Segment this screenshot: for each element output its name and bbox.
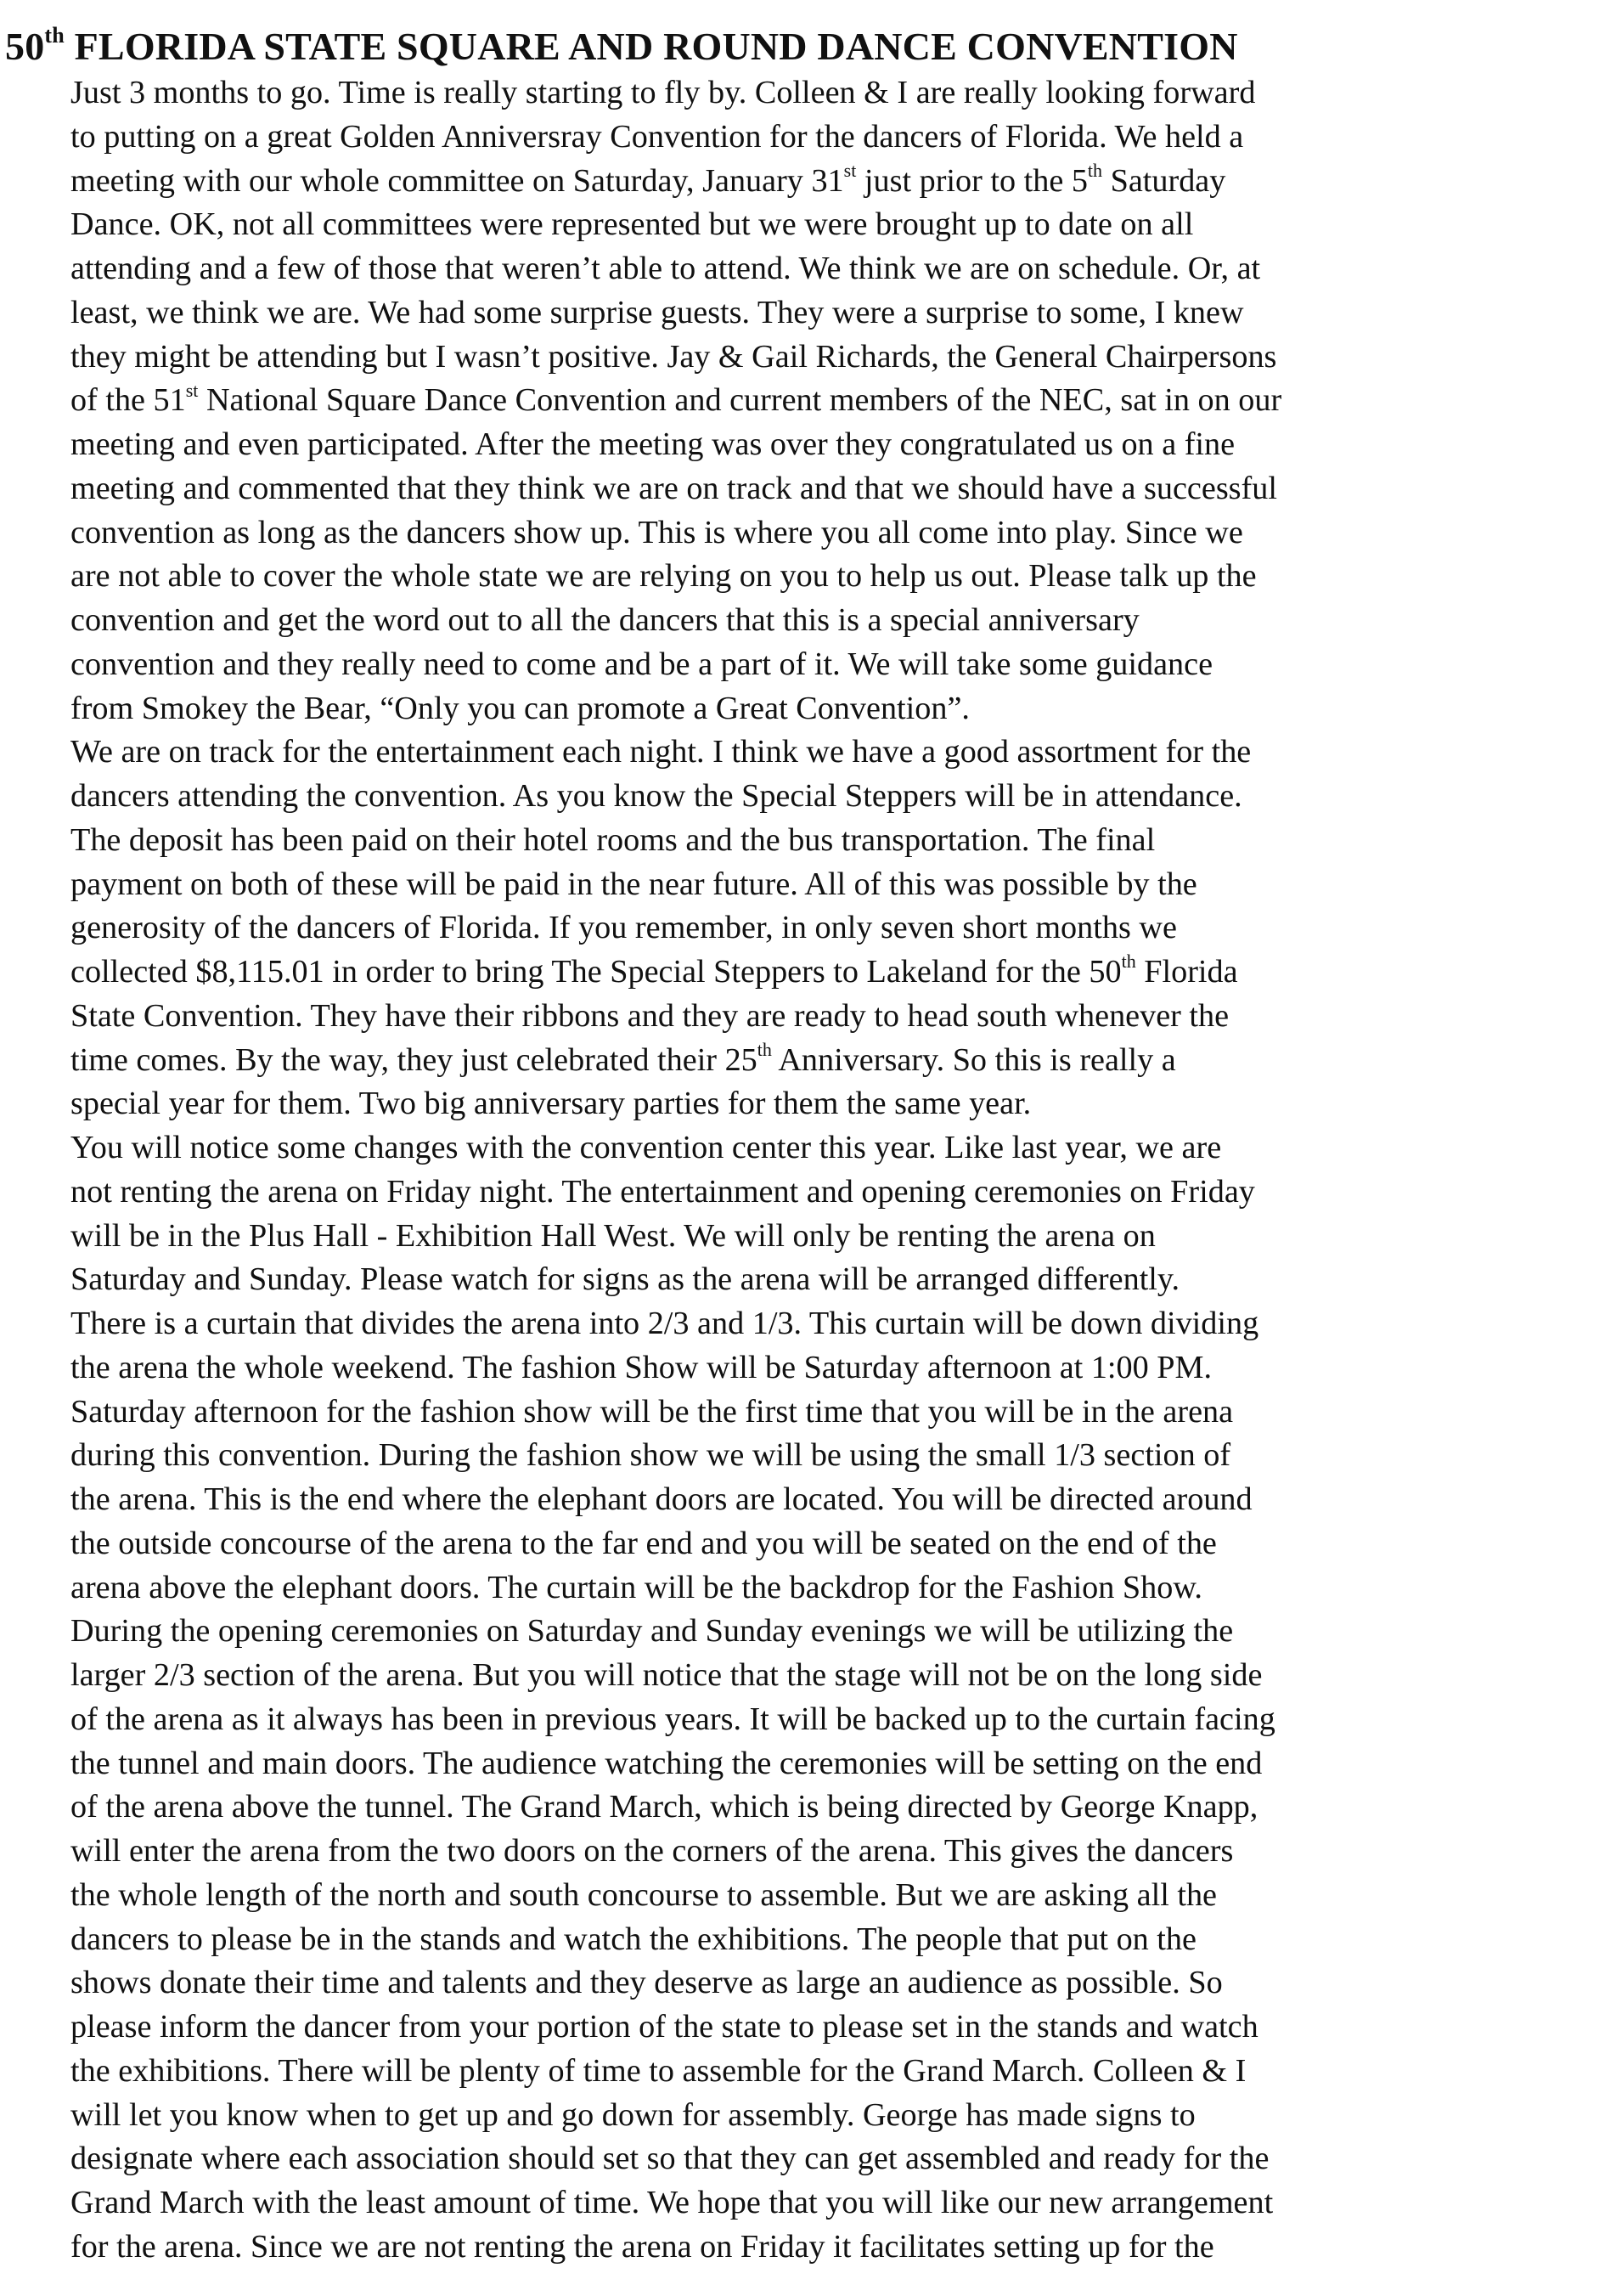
text-run: The deposit has been paid on their hotel rooms and the bus transportation. The final: [70, 821, 1156, 858]
text-run: are not able to cover the whole state we are relying on you to help us out. Please talk up the: [70, 558, 1257, 595]
text-run: please inform the dancer from your portion of the state to please set in the stands and watch: [70, 2009, 1258, 2045]
text-run: the tunnel and main doors. The audience watching the ceremonies will be setting on the end: [70, 1745, 1263, 1781]
text-run: during this convention. During the fashion show we will be using the small 1/3 section of: [70, 1437, 1231, 1474]
text-line: [70, 687, 1591, 731]
text-run: Anniversary. So this is really a: [771, 1041, 1176, 1078]
text-run: meeting and commented that they think we are on track and that we should have a successful: [70, 470, 1277, 506]
text-line: [70, 863, 1591, 907]
text-run: of the 51: [70, 382, 186, 419]
text-run: not renting the arena on Friday night. The entertainment and opening ceremonies on Friday: [70, 1173, 1255, 1210]
text-run: We are on track for the entertainment each night. I think we have a good assortment for the: [70, 734, 1252, 770]
text-run: Just 3 months to go. Time is really starting to fly by. Colleen & I are really looking forward: [70, 75, 1256, 110]
text-run: National Square Dance Convention and current members of the NEC, sat in on our: [198, 382, 1282, 419]
text-line: [70, 1522, 1591, 1566]
text-run: the exhibitions. There will be plenty of time to assemble for the Grand March. Colleen & I: [70, 2052, 1247, 2089]
text-line: [70, 2225, 1591, 2270]
text-line: [70, 1434, 1591, 1478]
text-run: Dance. OK, not all committees were represented but we were brought up to date on all: [70, 206, 1194, 243]
title-ordinal-number: 50: [5, 25, 45, 68]
text-line: [70, 1918, 1591, 1962]
text-line: [70, 951, 1591, 995]
text-run: special year for them. Two big anniversary parties for them the same year.: [70, 1086, 1032, 1122]
text-line: [70, 555, 1591, 599]
text-run: will let you know when to get up and go down for assembly. George has made signs to: [70, 2096, 1196, 2133]
text-run: convention and get the word out to all the dancers that this is a special anniversary: [70, 602, 1140, 638]
text-run: dancers attending the convention. As you know the Special Steppers will be in attendance.: [70, 778, 1242, 814]
text-line: [70, 247, 1591, 291]
text-line: [70, 1785, 1591, 1830]
text-run: Saturday afternoon for the fashion show will be the first time that you will be in the arena: [70, 1393, 1234, 1430]
text-run: for the arena. Since we are not renting the arena on Friday it facilitates setting up for the: [70, 2228, 1214, 2265]
text-run: arena above the elephant doors. The curtain will be the backdrop for the Fashion Show.: [70, 1569, 1202, 1605]
text-line: [70, 731, 1591, 775]
text-run: collected $8,115.01 in order to bring The Special Steppers to Lakeland for the 50: [70, 954, 1122, 990]
ordinal-suffix: th: [1087, 159, 1103, 181]
text-run: Florida: [1135, 954, 1238, 990]
text-line: [70, 775, 1591, 819]
title-ordinal-suffix: th: [44, 22, 65, 48]
text-run: convention and they really need to come and be a part of it. We will take some guidance: [70, 646, 1213, 682]
text-line: [70, 2137, 1591, 2181]
text-line: [70, 1478, 1591, 1522]
text-run: of the arena above the tunnel. The Grand March, which is being directed by George Knapp,: [70, 1789, 1258, 1825]
title-text: FLORIDA STATE SQUARE AND ROUND DANCE CONVENTION: [64, 25, 1238, 68]
text-run: to putting on a great Golden Anniversray Convention for the dancers of Florida. We held a: [70, 118, 1244, 155]
text-run: will be in the Plus Hall - Exhibition Hall West. We will only be renting the arena on: [70, 1217, 1156, 1254]
text-line: [70, 1566, 1591, 1611]
text-run: meeting with our whole committee on Saturday, January 31: [70, 162, 844, 199]
text-run: During the opening ceremonies on Saturday and Sunday evenings we will be utilizing the: [70, 1613, 1234, 1650]
text-run: shows donate their time and talents and they deserve as large an audience as possible. So: [70, 1965, 1223, 2001]
text-line: [70, 1126, 1591, 1171]
text-run: State Convention. They have their ribbons and they are ready to head south whenever the: [70, 997, 1230, 1034]
text-line: [70, 2094, 1591, 2138]
text-line: [70, 1215, 1591, 1259]
ordinal-suffix: st: [185, 379, 199, 401]
text-line: [70, 1698, 1591, 1742]
text-line: [70, 379, 1591, 423]
text-line: [70, 1874, 1591, 1918]
text-run: generosity of the dancers of Florida. If you remember, in only seven short months we: [70, 910, 1177, 946]
document-title: [5, 22, 1616, 71]
text-run: payment on both of these will be paid in the near future. All of this was possible by the: [70, 866, 1197, 902]
text-run: Grand March with the least amount of time. We hope that you will like our new arrangement: [70, 2185, 1274, 2220]
text-run: from Smokey the Bear, “Only you can promote a Great Convention”.: [70, 690, 970, 726]
text-line: [70, 819, 1591, 863]
text-line: [70, 1610, 1591, 1654]
article-body: [5, 71, 1591, 2270]
text-run: Saturday and Sunday. Please watch for signs as the arena will be arranged differently.: [70, 1261, 1180, 1298]
text-run: they might be attending but I wasn’t positive. Jay & Gail Richards, the General Chairpersons: [70, 338, 1277, 375]
text-line: [70, 511, 1591, 556]
text-run: will enter the arena from the two doors on the corners of the arena. This gives the dancers: [70, 1833, 1234, 1869]
text-line: [70, 1742, 1591, 1786]
text-run: attending and a few of those that weren’t able to attend. We think we are on schedule. Or, at: [70, 251, 1261, 286]
text-line: [70, 1171, 1591, 1215]
text-line: [70, 995, 1591, 1039]
text-line: [70, 467, 1591, 511]
text-run: of the arena as it always has been in previous years. It will be backed up to the curtain facing: [70, 1701, 1275, 1737]
text-line: [70, 643, 1591, 687]
text-run: the arena the whole weekend. The fashion Show will be Saturday afternoon at 1:00 PM.: [70, 1349, 1213, 1385]
text-line: [70, 423, 1591, 467]
text-run: time comes. By the way, they just celebrated their 25: [70, 1041, 757, 1078]
text-line: [70, 599, 1591, 643]
text-line: [70, 1082, 1591, 1126]
text-run: just prior to the 5: [856, 162, 1088, 199]
text-line: [70, 203, 1591, 247]
text-run: the arena. This is the end where the elephant doors are located. You will be directed around: [70, 1481, 1253, 1517]
text-line: [70, 1391, 1591, 1435]
ordinal-suffix: th: [1121, 951, 1136, 973]
text-run: You will notice some changes with the convention center this year. Like last year, we are: [70, 1130, 1222, 1165]
text-run: the whole length of the north and south concourse to assemble. But we are asking all the: [70, 1876, 1218, 1913]
text-run: the outside concourse of the arena to the far end and you will be seated on the end of the: [70, 1525, 1217, 1561]
text-line: [70, 1258, 1591, 1302]
text-run: convention as long as the dancers show up. This is where you all come into play. Since we: [70, 514, 1243, 550]
text-run: There is a curtain that divides the arena into 2/3 and 1/3. This curtain will be down dividing: [70, 1306, 1259, 1341]
text-line: [70, 160, 1591, 204]
text-line: [70, 2181, 1591, 2225]
text-line: [70, 291, 1591, 336]
text-line: [70, 2050, 1591, 2094]
text-run: designate where each association should set so that they can get assembled and ready for the: [70, 2141, 1270, 2177]
text-run: dancers to please be in the stands and watch the exhibitions. The people that put on the: [70, 1921, 1197, 1957]
text-line: [70, 336, 1591, 380]
text-run: meeting and even participated. After the meeting was over they congratulated us on a fine: [70, 426, 1236, 462]
text-line: [70, 1830, 1591, 1874]
text-line: [70, 1302, 1591, 1346]
ordinal-suffix: th: [757, 1038, 772, 1060]
text-line: [70, 116, 1591, 160]
text-run: larger 2/3 section of the arena. But you will notice that the stage will not be on the long side: [70, 1657, 1263, 1693]
text-line: [70, 906, 1591, 951]
text-run: Saturday: [1102, 162, 1226, 199]
ordinal-suffix: st: [843, 159, 857, 181]
text-line: [70, 2005, 1591, 2050]
text-line: [70, 1654, 1591, 1698]
text-line: [70, 71, 1591, 116]
text-run: least, we think we are. We had some surprise guests. They were a surprise to some, I knew: [70, 294, 1244, 330]
text-line: [70, 1346, 1591, 1391]
text-line: [70, 1961, 1591, 2005]
text-line: [70, 1039, 1591, 1083]
